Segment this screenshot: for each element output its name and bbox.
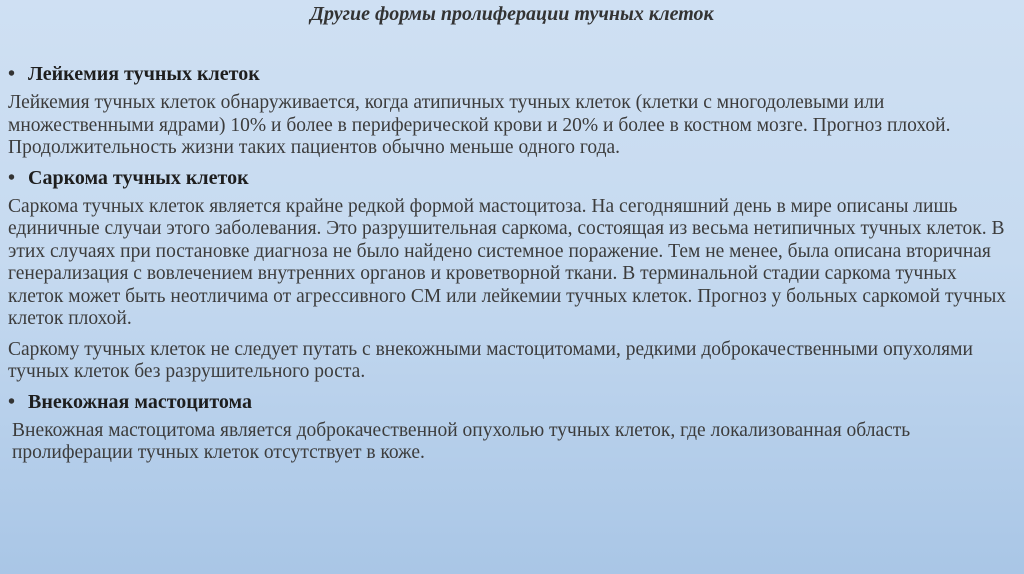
section-heading-text: Лейкемия тучных клеток [28, 63, 260, 85]
section-paragraph-leukemia: Лейкемия тучных клеток обнаруживается, когда атипичных тучных клеток (клетки с многодолевыми или множественными ядрами) 10% и более в периферической крови и 20% и более в костном мозге. Прогноз плохой. Продолжительность жизни таких пациентов обычно меньше одного года. [8, 92, 951, 158]
section-paragraph-extracutaneous: Внекожная мастоцитома является доброкачественной опухолью тучных клеток, где локализованная область пролиферации тучных клеток отсутствует в коже. [12, 419, 911, 463]
bullet-marker: • [8, 63, 16, 85]
section-heading-text: Саркома тучных клеток [28, 166, 249, 189]
section-paragraph-sarcoma: Саркома тучных клеток является крайне редкой формой мастоцитоза. На сегодняшний день в мире описаны лишь единичные случаи этого заболевания. Это разрушительная саркома, состоящая из весьма нетипичных тучных клеток. В этих случаях при постановке диагноза не было найдено системное поражение. Тем не менее, была описана вторичная генерализация с вовлечением внутренних органов и кроветворной ткани. В терминальной стадии саркома тучных клеток может быть неотличима от агрессивного СМ или лейкемии тучных клеток. Прогноз у больных саркомой тучных клеток плохой. [8, 195, 1007, 329]
bullet-marker: • [8, 166, 16, 189]
slide-title: Другие формы пролиферации тучных клеток [310, 3, 714, 25]
section-paragraph-sarcoma-note: Саркому тучных клеток не следует путать с внекожными мастоцитомами, редкими доброкачественными опухолями тучных клеток без разрушительного роста. [8, 338, 973, 382]
section-heading-leukemia [8, 62, 1008, 86]
section-heading-sarcoma [8, 166, 1008, 190]
slide-content [8, 62, 1008, 465]
section-heading-text: Внекожная мастоцитома [28, 390, 252, 413]
section-heading-extracutaneous [8, 390, 1008, 414]
bullet-marker: • [8, 390, 16, 413]
